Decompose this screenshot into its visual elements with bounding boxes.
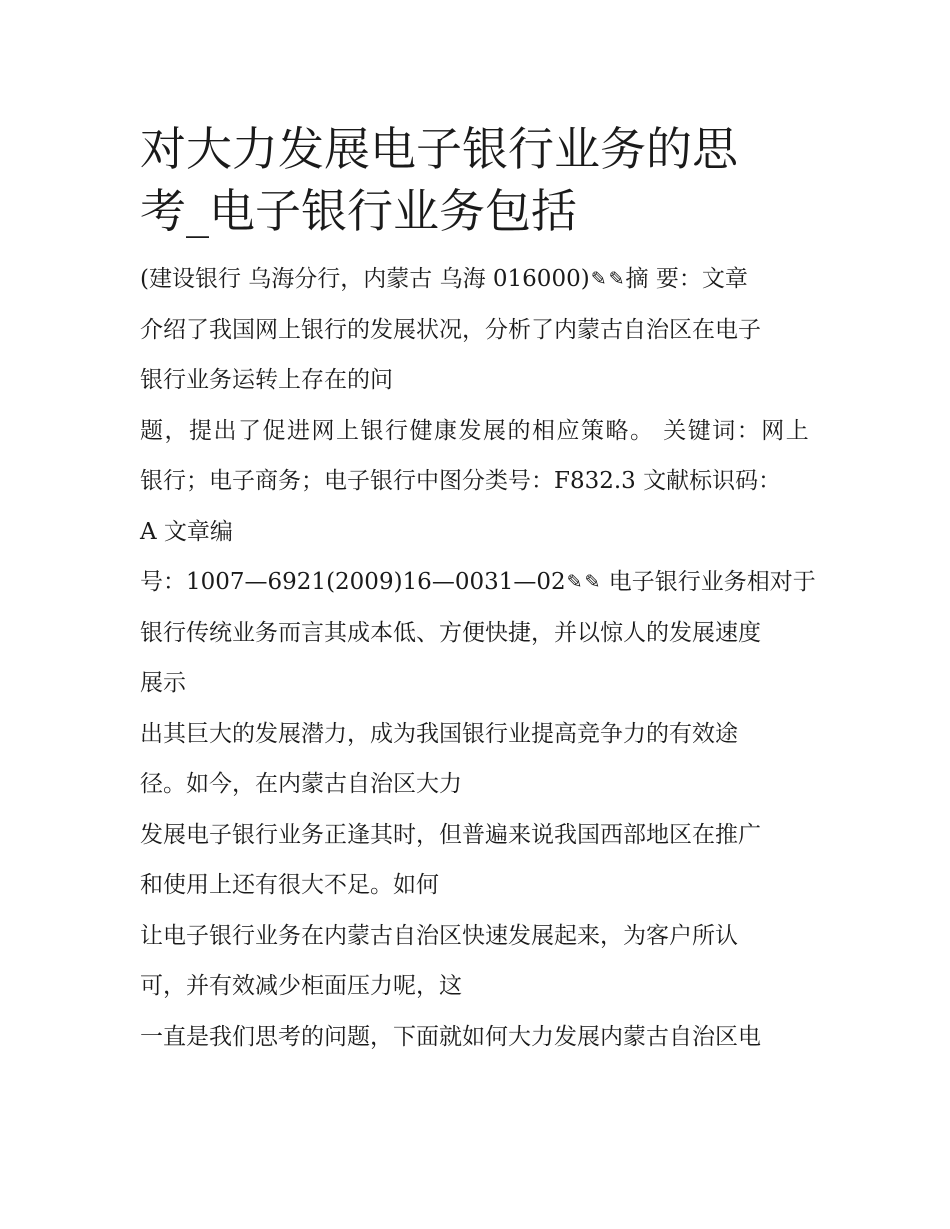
body-line-1 [140,254,840,305]
body-line-2: 介绍了我国网上银行的发展状况，分析了内蒙古自治区在电子 [140,316,761,343]
scroll-glyph-icon: ✎ [608,268,625,290]
document-title [140,118,840,242]
title-line-1: 对大力发展电子银行业务的思 [140,122,738,176]
body-text-start: 电子银行业务相对于 [601,569,816,595]
body-line-12: 发展电子银行业务正逢其时，但普遍来说我国西部地区在推广 [140,821,761,848]
document-page [140,118,840,1062]
body-line-3: 银行业务运转上存在的问 [140,367,393,393]
title-line-2: 考_电子银行业务包括 [140,184,577,238]
document-body [140,254,840,1062]
body-line-5: 银行；电子商务；电子银行中图分类号：F832.3 文献标识码： [140,468,782,494]
author-affiliation: (建设银行 乌海分行，内蒙古 乌海 016000) [140,266,590,292]
body-line-4: 题，提出了促进网上银行健康发展的相应策略。 关键词：网上 [140,417,811,444]
body-line-14: 让电子银行业务在内蒙古自治区快速发展起来，为客户所认 [140,922,738,949]
body-line-9: 展示 [140,670,186,696]
body-line-6: A 文章编 [140,518,233,545]
scroll-glyph-icon: ✎ [590,268,607,290]
body-line-15: 可，并有效减少柜面压力呢，这 [140,973,462,999]
scroll-glyph-icon: ✎ [584,571,601,593]
body-line-13: 和使用上还有很大不足。如何 [140,872,439,898]
scroll-glyph-icon: ✎ [566,571,583,593]
abstract-label: 摘 要：文章 [625,266,748,292]
body-line-16: 一直是我们思考的问题，下面就如何大力发展内蒙古自治区电 [140,1023,761,1050]
body-line-7 [140,557,840,608]
body-line-8: 银行传统业务而言其成本低、方便快捷，并以惊人的发展速度 [140,619,761,646]
body-line-11: 径。如今，在内蒙古自治区大力 [140,771,462,797]
article-number: 号：1007—6921(2009)16—0031—02 [140,569,566,595]
body-line-10: 出其巨大的发展潜力，成为我国银行业提高竞争力的有效途 [140,720,738,747]
